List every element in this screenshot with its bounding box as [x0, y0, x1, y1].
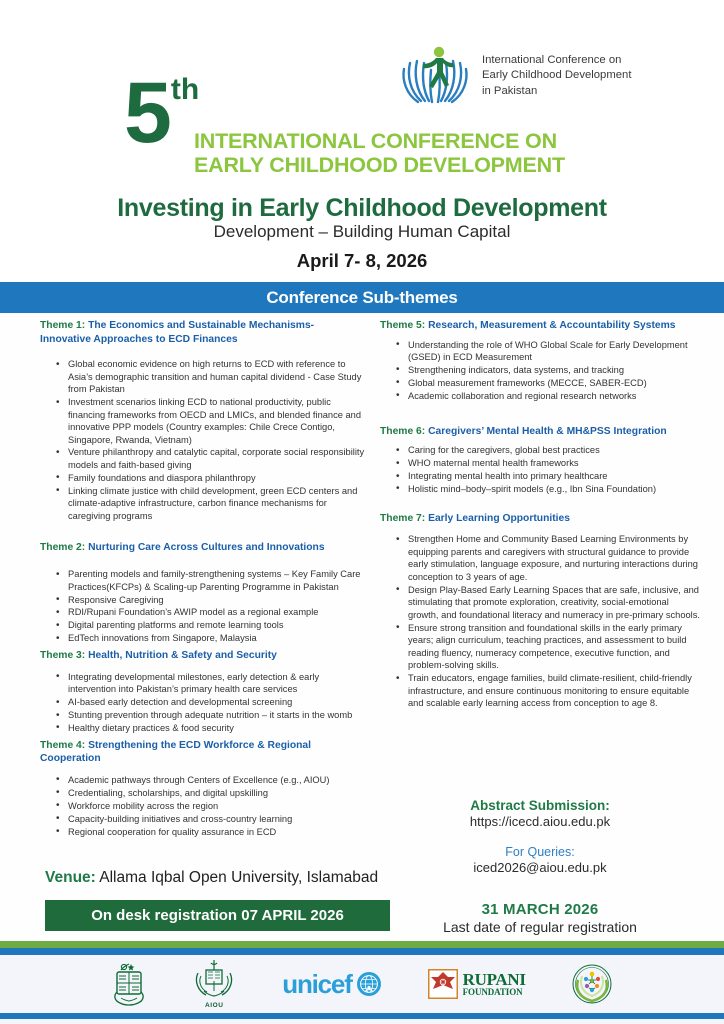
queries-label: For Queries:: [505, 845, 575, 859]
logo-text-block: [482, 53, 631, 100]
theme-bullet-item: • Healthy dietary practices & food security: [68, 722, 365, 735]
edition-number: 5: [124, 65, 170, 161]
theme-bullet-item: • Venture philanthropy and catalytic capital, corporate social responsibility models and faith-based giving: [68, 446, 365, 471]
rupani-wordmark: [463, 971, 526, 997]
theme-bullet-list: [380, 339, 700, 403]
theme-bullet-list: [40, 671, 365, 735]
government-of-pakistan-emblem-icon: [112, 962, 146, 1006]
partner-logos-footer: [0, 955, 724, 1013]
theme-heading: [40, 319, 365, 346]
on-desk-registration-label: On desk registration 07 APRIL 2026: [91, 907, 344, 924]
theme-bullet-list: [380, 444, 700, 495]
theme-bullet-item: • Strengthening indicators, data systems, and tracking: [408, 364, 700, 377]
theme-bullet-item: • RDI/Rupani Foundation’s AWIP model as a regional example: [68, 606, 365, 619]
theme-bullet-item: • Family foundations and diaspora philanthropy: [68, 472, 365, 485]
venue-label: Venue:: [45, 869, 96, 886]
theme-bullet-item: • Caring for the caregivers, global best practices: [408, 444, 700, 457]
child-in-hands-icon: [398, 44, 472, 108]
theme-number: Theme 4:: [40, 739, 86, 751]
venue-line: [45, 869, 378, 887]
conference-logo: [398, 44, 631, 108]
rupani-emblem-icon: [428, 969, 458, 999]
theme-heading: [40, 541, 365, 555]
spacer: [40, 348, 365, 358]
theme-bullet-item: • Strengthen Home and Community Based Learning Environments by equipping parents and caregivers with structural guidance to provide early stimulation, language exposure, and nurturing interactions during conception to 3 years of age.: [408, 533, 700, 583]
theme-bullet-item: • Integrating mental health into primary healthcare: [408, 470, 700, 483]
theme-number: Theme 1:: [40, 320, 86, 331]
aiou-logo-caption: AIOU: [204, 1002, 224, 1009]
theme-bullet-item: • Ensure strong transition and foundational skills in the early primary years; align curriculum, teaching practices, and assessment to build reading fluency, numeracy competence, executive function, and problem-solving skills.: [408, 622, 700, 672]
theme-bullet-item: • Workforce mobility across the region: [68, 800, 365, 813]
logo-text-line2: Early Childhood Development: [482, 69, 632, 82]
themes-column-left: [40, 313, 365, 838]
poster-header: [0, 0, 724, 280]
abstract-submission-block: [380, 798, 700, 875]
spacer: [380, 496, 700, 512]
theme-title: Caregivers’ Mental Health & MH&PSS Integration: [425, 425, 667, 437]
conference-dates: April 7- 8, 2026: [296, 250, 428, 271]
unicef-logo: [282, 969, 381, 1000]
theme-bullet-item: • Design Play-Based Early Learning Spaces that are safe, inclusive, and stimulating that promote exploration, creativity, social-emotional growth, and foundational literacy and numeracy in pre-primary schools.: [408, 584, 700, 622]
logo-text-line1: International Conference on: [482, 53, 622, 66]
logo-text-line3: in Pakistan: [482, 84, 538, 97]
aiou-logo-icon: [192, 959, 236, 1001]
theme-title: Nurturing Care Across Cultures and Innovations: [85, 541, 325, 553]
theme-number: Theme 7:: [380, 512, 426, 524]
theme-number: Theme 2:: [40, 541, 86, 553]
theme-bullet-item: • EdTech innovations from Singapore, Malaysia: [68, 632, 365, 645]
theme-title: Health, Nutrition & Safety and Security: [85, 650, 277, 662]
theme-heading: [380, 425, 700, 439]
theme-bullet-item: • Parenting models and family-strengthening systems – Key Family Care Practices(KFCPs) & Scaling-up Parenting Programme in Pakistan: [68, 568, 365, 593]
rupani-wordmark-line1: RUPANI: [462, 970, 526, 989]
aiou-logo: [192, 959, 236, 1009]
theme-bullet-list: [40, 568, 365, 645]
queries-email[interactable]: iced2026@aiou.edu.pk: [473, 860, 607, 875]
theme-bullet-list: [380, 533, 700, 709]
theme-number: Theme 3:: [40, 650, 86, 662]
themes-column-right: [380, 313, 700, 710]
edition-suffix: th: [170, 72, 200, 106]
edition-ordinal: [124, 65, 200, 161]
theme-bullet-item: • Global measurement frameworks (MECCE, SABER-ECD): [408, 377, 700, 390]
conference-tagline: Investing in Early Childhood Development: [117, 194, 607, 222]
rupani-wordmark-line2: FOUNDATION: [462, 987, 523, 997]
theme-title: The Economics and Sustainable Mechanisms-Innovative Approaches to ECD Finances: [40, 320, 315, 345]
stripe-green: [0, 941, 724, 948]
theme-title: Early Learning Opportunities: [425, 512, 570, 524]
conference-title-line2: EARLY CHILDHOOD DEVELOPMENT: [194, 153, 565, 178]
theme-bullet-item: • Responsive Caregiving: [68, 594, 365, 607]
pakistan-alliance-early-childhood-logo: [572, 964, 612, 1004]
theme-bullet-item: • Understanding the role of WHO Global Scale for Early Development (GSED) in ECD Measurement: [408, 339, 700, 364]
spacer: [40, 556, 365, 568]
stripe-bottom-edge: [0, 1019, 724, 1024]
theme-heading: [40, 649, 365, 663]
theme-bullet-item: • Stunting prevention through adequate nutrition – it starts in the womb: [68, 709, 365, 722]
theme-bullet-item: • Integrating developmental milestones, early detection & early intervention into Pakistan’s primary health care services: [68, 671, 365, 696]
on-desk-registration-button[interactable]: [45, 900, 390, 931]
theme-heading: [380, 512, 700, 526]
theme-heading: [40, 739, 365, 766]
abstract-submission-label: Abstract Submission:: [470, 798, 610, 813]
unicef-wordmark: unicef: [282, 968, 352, 999]
theme-bullet-list: [40, 774, 365, 838]
theme-bullet-item: • Academic collaboration and regional research networks: [408, 390, 700, 403]
theme-bullet-item: • Investment scenarios linking ECD to national productivity, public financing frameworks from OECD and LMICs, and blended finance and innovative PPP models (Country examples: Chile Crece Contigo, Singapore, Rwanda, Vietnam): [68, 396, 365, 446]
spacer: [40, 523, 365, 541]
theme-number: Theme 6:: [380, 425, 426, 437]
theme-title: Strengthening the ECD Workforce & Regional Cooperation: [40, 739, 312, 765]
theme-bullet-item: • Credentialing, scholarships, and digital upskilling: [68, 787, 365, 800]
theme-bullet-item: • Digital parenting platforms and remote learning tools: [68, 619, 365, 632]
theme-bullet-item: • AI-based early detection and developmental screening: [68, 696, 365, 709]
stripe-blue: [0, 948, 724, 955]
theme-bullet-item: • Capacity-building initiatives and cross-country learning: [68, 813, 365, 826]
unicef-globe-icon: [356, 971, 382, 997]
theme-bullet-item: • Holistic mind–body–spirit models (e.g., Ibn Sina Foundation): [408, 483, 700, 496]
theme-bullet-list: [40, 358, 365, 522]
pakistan-alliance-early-childhood-icon: [572, 964, 612, 1004]
sub-themes-band-title: Conference Sub-themes: [266, 287, 458, 307]
theme-number: Theme 5:: [380, 320, 426, 331]
theme-bullet-item: • Academic pathways through Centers of Excellence (e.g., AIOU): [68, 774, 365, 787]
theme-bullet-item: • Linking climate justice with child development, green ECD centers and climate-adaptive infrastructure, carbon finance mechanisms for caregiving programs: [68, 485, 365, 523]
conference-title-line1: INTERNATIONAL CONFERENCE ON: [194, 129, 557, 153]
conference-title: [194, 129, 565, 178]
theme-bullet-item: • WHO maternal mental health frameworks: [408, 457, 700, 470]
sub-themes-band: [0, 282, 724, 313]
themes-content: [0, 313, 724, 940]
theme-title: Research, Measurement & Accountability Systems: [425, 320, 676, 331]
theme-bullet-item: • Global economic evidence on high returns to ECD with reference to Asia’s demographic transition and human capital dividend - Case Study from Pakistan: [68, 358, 365, 396]
deadline-note: Last date of regular registration: [443, 919, 637, 935]
deadline-date: 31 MARCH 2026: [481, 901, 599, 918]
venue-value: Allama Iqbal Open University, Islamabad: [95, 869, 379, 886]
spacer: [380, 403, 700, 425]
theme-bullet-item: • Train educators, engage families, build climate-resilient, child-friendly infrastructure, and ensure continuous monitoring to ensure equitable and scalable early learning access from conception to age 8.: [408, 672, 700, 710]
theme-heading: [380, 319, 700, 333]
government-of-pakistan-emblem: [112, 962, 146, 1006]
conference-subtagline: Development – Building Human Capital: [213, 222, 511, 241]
rupani-foundation-logo: [428, 969, 526, 999]
abstract-submission-url[interactable]: https://icecd.aiou.edu.pk: [469, 814, 611, 829]
theme-bullet-item: • Regional cooperation for quality assurance in ECD: [68, 826, 365, 839]
deadline-block: [380, 901, 700, 935]
